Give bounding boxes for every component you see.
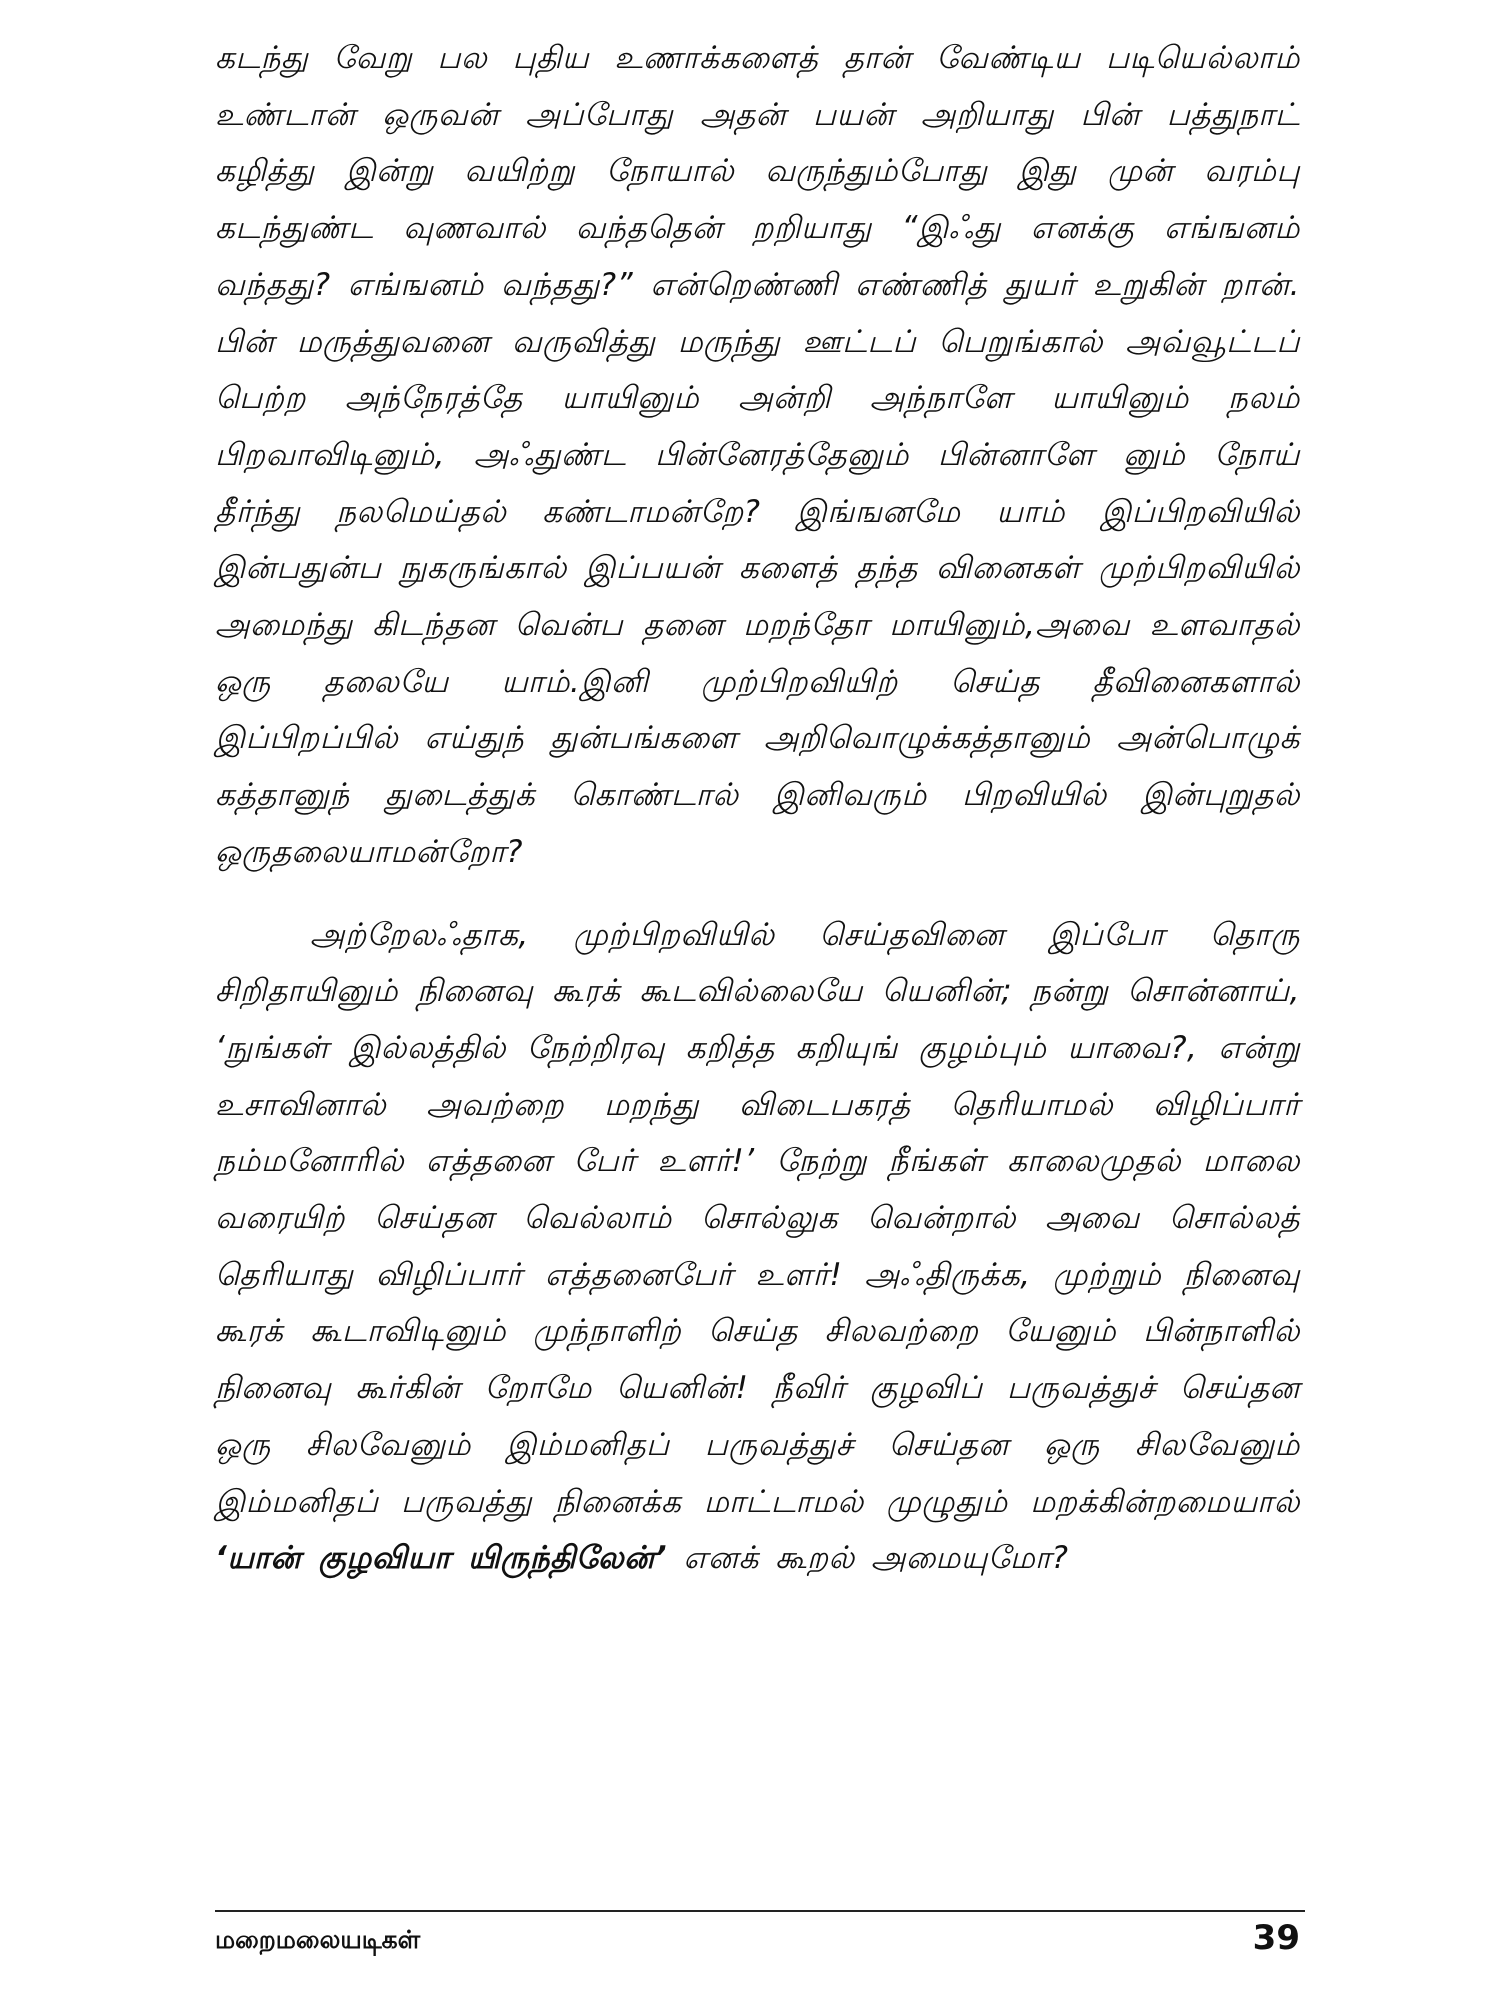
paragraph-2 [215, 907, 1300, 1587]
paragraph-2-emphasis: ‘யான் குழவியா யிருந்திலேன்’ [215, 1540, 667, 1577]
footer-author: மறைமலையடிகள் [215, 1925, 421, 1954]
page-number: 39 [1252, 1918, 1300, 1958]
footer-divider [215, 1910, 1305, 1912]
paragraph-2-text-before: அற்றேலஃதாக, முற்பிறவியில் செய்தவினை இப்போ தொரு சிறிதாயினும் நினைவு கூரக் கூடவில்லையே யெனின்; நன்று சொன்னாய், ‘நுங்கள் இல்லத்தில் நேற்றிரவு கறித்த கறியுங் குழம்பும் யாவை?, என்று உசாவினால் அவற்றை மறந்து விடைபகரத் தெரியாமல் விழிப்பார் நம்மனோரில் எத்தனை பேர் உளர்!’ நேற்று நீங்கள் காலைமுதல் மாலை வரையிற் செய்தன வெல்லாம் சொல்லுக வென்றால் அவை சொல்லத் தெரியாது விழிப்பார் எத்தனைபேர் உளர்! அஃதிருக்க, முற்றும் நினைவு கூரக் கூடாவிடினும் முந்நாளிற் செய்த சிலவற்றை யேனும் பின்நாளில் நினைவு கூர்கின் றோமே யெனின்! நீவிர் குழவிப் பருவத்துச் செய்தன ஒரு சிலவேனும் இம்மனிதப் பருவத்துச் செய்தன ஒரு சிலவேனும் இம்மனிதப் பருவத்து நினைக்க மாட்டாமல் முழுதும் மறக்கின்றமையால் [215, 916, 1300, 1520]
paragraph-1: கடந்து வேறு பல புதிய உணாக்களைத் தான் வேண்டிய படியெல்லாம் உண்டான் ஒருவன் அப்போது அதன் பயன் அறியாது பின் பத்துநாட் கழித்து இன்று வயிற்று நோயால் வருந்தும்போது இது முன் வரம்பு கடந்துண்ட வுணவால் வந்ததென் றறியாது “இஃது எனக்கு எங்ஙனம் வந்தது? எங்ஙனம் வந்தது?” என்றெண்ணி எண்ணித் துயர் உறுகின் றான். பின் மருத்துவனை வருவித்து மருந்து ஊட்டப் பெறுங்கால் அவ்வூட்டப் பெற்ற அந்நேரத்தே யாயினும் அன்றி அந்நாளே யாயினும் நலம் பிறவாவிடினும், அஃதுண்ட பின்னேரத்தேனும் பின்னாளே னும் நோய் தீர்ந்து நலமெய்தல் கண்டாமன்றே? இங்ஙனமே யாம் இப்பிறவியில் இன்பதுன்ப நுகருங்கால் இப்பயன் களைத் தந்த வினைகள் முற்பிறவியில் அமைந்து கிடந்தன வென்ப தனை மறந்தோ மாயினும்,அவை உளவாதல் ஒரு தலையே யாம்.இனி முற்பிறவியிற் செய்த தீவினைகளால் இப்பிறப்பில் எய்துந் துன்பங்களை அறிவொழுக்கத்தானும் அன்பொழுக் கத்தானுந் துடைத்துக் கொண்டால் இனிவரும் பிறவியில் இன்புறுதல் ஒருதலையாமன்றோ? [215, 40, 1300, 870]
paragraph-2-text-after: எனக் கூறல் அமையுமோ? [666, 1540, 1069, 1577]
book-page [215, 30, 1300, 1970]
body-text [215, 30, 1300, 1587]
